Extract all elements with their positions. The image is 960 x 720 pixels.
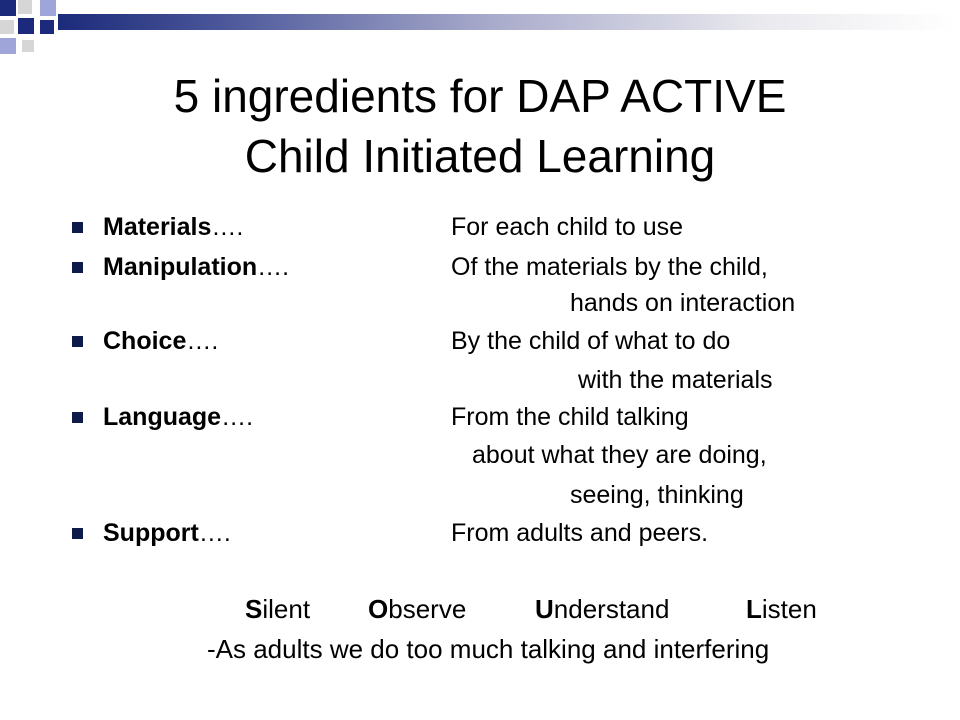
desc-manipulation-line-2: hands on interaction (570, 289, 796, 317)
desc-language-line-3: seeing, thinking (570, 481, 744, 509)
desc-language-line-2: about what they are doing, (472, 441, 767, 469)
term-choice: Choice…. (103, 327, 219, 355)
term-manipulation: Manipulation…. (103, 253, 290, 281)
desc-support-line-1: From adults and peers. (451, 519, 709, 547)
desc-manipulation-line-1: Of the materials by the child, (451, 253, 768, 281)
bullet-language (72, 412, 83, 423)
acronym-listen: Listen (746, 594, 817, 624)
bullet-support (72, 528, 83, 539)
term-support: Support…. (103, 519, 231, 547)
desc-choice-line-1: By the child of what to do (451, 327, 731, 355)
bullet-manipulation (72, 262, 83, 273)
slide-title-line-2: Child Initiated Learning (244, 130, 716, 182)
corner-square-navy-bottom (40, 20, 54, 34)
desc-materials-line-1: For each child to use (451, 213, 684, 241)
acronym-silent: Silent (245, 594, 311, 624)
corner-square-periwinkle-left (0, 38, 16, 54)
bullet-choice (72, 336, 83, 347)
acronym-understand: Understand (535, 594, 670, 624)
slide-title-line-1: 5 ingredients for DAP ACTIVE (173, 70, 787, 122)
term-materials: Materials…. (103, 213, 244, 241)
corner-square-light-top (18, 0, 32, 14)
desc-language-line-1: From the child talking (451, 403, 689, 431)
corner-square-navy-top (0, 0, 16, 16)
corner-square-light-bottom (22, 40, 34, 52)
bullet-materials (72, 222, 83, 233)
corner-square-periwinkle-top (40, 0, 56, 16)
corner-square-light-left (0, 20, 14, 34)
term-language: Language…. (103, 403, 254, 431)
closing-statement: -As adults we do too much talking and interfering (207, 634, 770, 664)
desc-choice-line-2: with the materials (578, 366, 773, 394)
acronym-observe: Observe (368, 594, 467, 624)
top-gradient-bar (58, 14, 956, 30)
corner-square-navy-mid (18, 18, 34, 34)
